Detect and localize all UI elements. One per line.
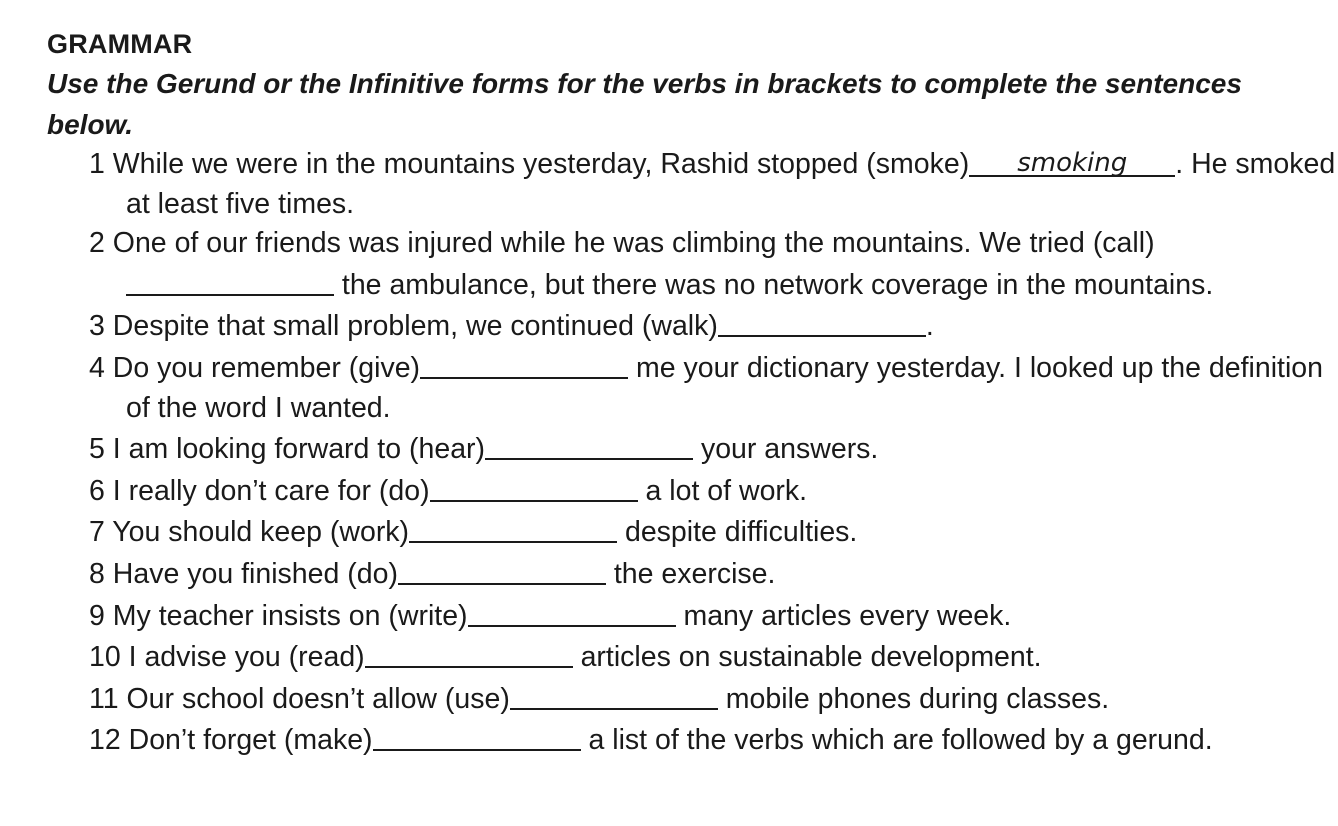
answer-blank[interactable] [420, 349, 628, 379]
exercise-item [89, 719, 1338, 761]
exercise-item [89, 511, 1338, 553]
item-text-after: the exercise. [605, 557, 776, 590]
item-number: 9 [89, 599, 105, 632]
item-number: 11 [89, 682, 119, 715]
item-number: 2 [89, 227, 105, 260]
exercise-item [89, 305, 1338, 347]
exercise-item [89, 553, 1338, 595]
answer-blank[interactable] [969, 147, 1175, 177]
item-text-before: I am looking forward to (hear) [112, 433, 486, 466]
exercise-list [47, 145, 1336, 761]
item-number: 5 [89, 433, 105, 466]
item-text-after: . [925, 310, 934, 343]
item-text-after: your answers. [693, 433, 879, 466]
item-text-after: . He smoked at least five times. [126, 148, 1336, 220]
item-text-after: the ambulance, but there was no network coverage in the mountains. [334, 268, 1214, 301]
item-number: 4 [89, 351, 105, 384]
item-text-after: a list of the verbs which are followed by a gerund. [580, 724, 1213, 757]
item-text-after: many articles every week. [675, 599, 1012, 632]
answer-blank[interactable] [430, 472, 638, 502]
item-number: 8 [89, 557, 105, 590]
answer-blank[interactable] [409, 513, 617, 543]
exercise-item [89, 145, 1338, 224]
item-text-before: I really don’t care for (do) [112, 474, 430, 507]
item-text-after: a lot of work. [637, 474, 808, 507]
item-text-after: articles on sustainable development. [572, 641, 1042, 674]
item-text-after: me your dictionary yesterday. I looked up the definition of the word I wanted. [126, 351, 1323, 424]
exercise-instruction: Use the Gerund or the Infinitive forms for the verbs in brackets to complete the sentences below. [47, 68, 1242, 140]
item-number: 12 [89, 724, 121, 757]
item-text-before: While we were in the mountains yesterday, Rashid stopped (smoke) [112, 148, 970, 180]
item-text-before: Do you remember (give) [112, 351, 421, 384]
item-text-before: I advise you (read) [128, 641, 365, 674]
answer-blank[interactable] [485, 430, 693, 460]
item-text-before: Our school doesn’t allow (use) [126, 682, 510, 715]
exercise-item [89, 347, 1338, 428]
exercise-item [89, 470, 1338, 512]
exercise-item [89, 678, 1338, 720]
exercise-item [89, 224, 1338, 305]
exercise-item [89, 636, 1338, 678]
answer-blank[interactable] [718, 307, 926, 337]
item-text-before: Despite that small problem, we continued (walk) [112, 310, 718, 343]
item-text-after: despite difficulties. [617, 516, 858, 549]
answer-blank[interactable] [365, 638, 573, 668]
item-text-before: One of our friends was injured while he was climbing the mountains. We tried (call) [112, 227, 1155, 260]
answer-blank[interactable] [510, 680, 718, 710]
item-text-after: mobile phones during classes. [717, 682, 1110, 715]
item-number: 3 [89, 310, 105, 343]
exercise-item [89, 428, 1338, 470]
item-text-before: Have you finished (do) [112, 557, 398, 590]
section-heading: GRAMMAR [47, 29, 193, 59]
item-number: 6 [89, 474, 105, 507]
item-text-before: My teacher insists on (write) [112, 599, 468, 632]
answer-blank[interactable] [373, 721, 581, 751]
answer-blank[interactable] [398, 555, 606, 585]
item-number: 7 [89, 516, 105, 549]
answer-blank[interactable] [126, 266, 334, 296]
answer-blank[interactable] [468, 597, 676, 627]
handwritten-answer: smoking [1017, 148, 1128, 178]
item-number: 1 [89, 148, 105, 180]
item-number: 10 [89, 641, 121, 674]
item-text-before: You should keep (work) [112, 516, 410, 549]
exercise-item [89, 595, 1338, 637]
item-text-before: Don’t forget (make) [128, 724, 373, 757]
